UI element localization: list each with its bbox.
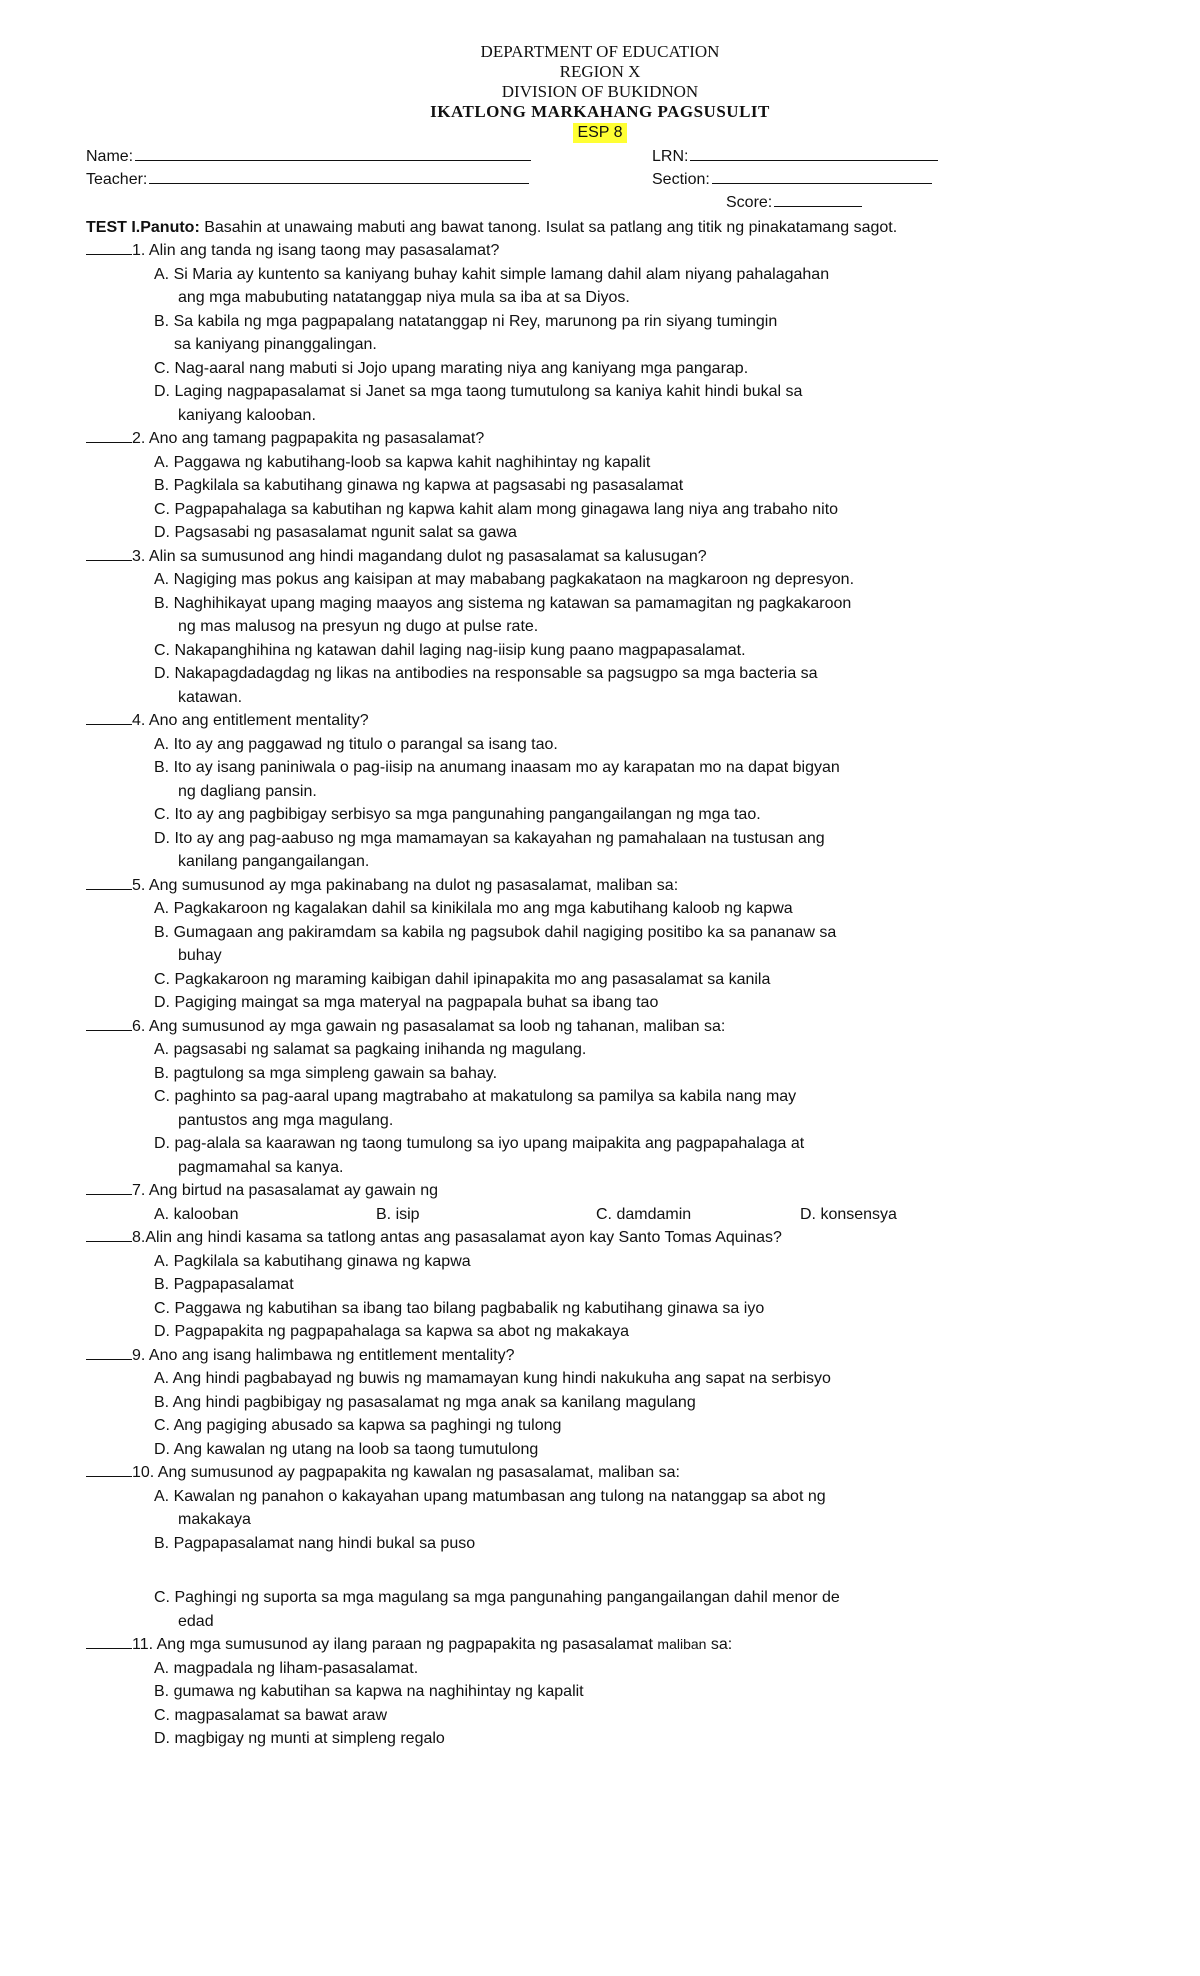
score-row (726, 190, 862, 214)
option-text: D. Pagpapakita ng pagpapahalaga sa kapwa sa abot ng makakaya (154, 1323, 630, 1340)
answer-blank-11[interactable] (86, 1633, 132, 1649)
answer-blank-1[interactable] (86, 239, 132, 255)
exam-title: IKATLONG MARKAHANG PAGSUSULIT (430, 102, 770, 121)
option-3a (86, 568, 1126, 592)
question-text: 6. Ang sumusunod ay mga gawain ng pasasalamat sa loob ng tahanan, maliban sa: (132, 1017, 726, 1035)
option-1d (86, 380, 1126, 427)
option-1c (86, 357, 1126, 381)
option-text: A. Paggawa ng kabutihang-loob sa kapwa kahit naghihintay ng kapalit (154, 453, 651, 471)
option-4c (86, 803, 1126, 827)
instructions-text: Basahin at unawaing mabuti ang bawat tanong. Isulat sa patlang ang titik ng pinakatamang sagot. (199, 219, 898, 236)
question-11 (86, 1633, 1126, 1657)
option-text: C. paghinto sa pag-aaral upang magtrabaho at makatulong sa pamilya sa kabila nang may (154, 1088, 797, 1105)
option-text: B. Ang hindi pagbibigay ng pasasalamat ng mga anak sa kanilang magulang (154, 1393, 696, 1411)
option-7a: A. kalooban (154, 1205, 239, 1223)
option-2c (86, 498, 1126, 522)
region-name: REGION X (559, 62, 641, 81)
answer-blank-3[interactable] (86, 545, 132, 561)
option-text-cont: makakaya (178, 1511, 251, 1528)
option-3d (86, 662, 1126, 709)
option-11c (86, 1704, 1126, 1728)
option-text: A. Ito ay ang paggawad ng titulo o parangal sa isang tao. (154, 735, 558, 753)
question-3 (86, 545, 1126, 569)
option-text-cont: ang mga mabubuting natatanggap niya mula sa iba at sa Diyos. (178, 289, 630, 306)
option-11d (86, 1727, 1126, 1751)
option-11b (86, 1680, 1126, 1704)
option-4b (86, 756, 1126, 803)
option-text: A. pagsasabi ng salamat sa pagkaing inihanda ng magulang. (154, 1041, 587, 1058)
section-field-line[interactable] (712, 167, 932, 184)
option-2a (86, 451, 1126, 475)
option-11a (86, 1657, 1126, 1681)
option-text: C. Nakapanghihina ng katawan dahil laging nag-iisip kung paano magpapasalamat. (154, 641, 746, 659)
option-10b (86, 1532, 1126, 1556)
answer-blank-6[interactable] (86, 1015, 132, 1031)
lrn-label: LRN: (652, 148, 689, 165)
option-text: D. magbigay ng munti at simpleng regalo (154, 1730, 445, 1747)
option-text-cont: pantustos ang mga magulang. (178, 1111, 394, 1129)
option-text-cont: pagmamahal sa kanya. (178, 1158, 344, 1176)
teacher-section-row (86, 167, 1126, 190)
option-text: D. pag-alala sa kaarawan ng taong tumulong sa iyo upang maipakita ang pagpapahalaga at (154, 1135, 805, 1152)
subject-label: ESP 8 (573, 123, 626, 143)
blank-gap (86, 1555, 1126, 1586)
option-text: B. Sa kabila ng mga pagpapalang natatanggap ni Rey, marunong pa rin siyang tumingin (154, 312, 778, 330)
option-9a (86, 1367, 1126, 1391)
option-text: B. pagtulong sa mga simpleng gawain sa bahay. (154, 1064, 498, 1082)
option-5d (86, 991, 1126, 1015)
option-text-cont: katawan. (178, 688, 243, 706)
option-text: C. Paggawa ng kabutihan sa ibang tao bilang pagbabalik ng kabutihang ginawa sa iyo (154, 1299, 765, 1317)
question-text: 2. Ano ang tamang pagpapakita ng pasasalamat? (132, 430, 485, 447)
option-text: B. Ito ay isang paniniwala o pag-iisip na anumang inaasam mo ay karapatan mo na dapat bigyan (154, 759, 840, 776)
answer-blank-10[interactable] (86, 1461, 132, 1477)
option-text-cont: sa kaniyang pinanggalingan. (174, 336, 377, 353)
option-text: D. Ito ay ang pag-aabuso ng mga mamamayan sa kakayahan ng pamahalaan na tustusan ang (154, 829, 825, 847)
option-9b (86, 1391, 1126, 1415)
department-name: DEPARTMENT OF EDUCATION (480, 42, 720, 61)
option-text: D. Pagsasabi ng pasasalamat ngunit salat sa gawa (154, 524, 517, 541)
option-5c (86, 968, 1126, 992)
option-text: C. Pagpapahalaga sa kabutihan ng kapwa kahit alam mong ginagawa lang niya ang trabaho nito (154, 500, 839, 518)
option-2b (86, 474, 1126, 498)
question-2 (86, 427, 1126, 451)
option-2d (86, 521, 1126, 545)
option-7c: C. damdamin (596, 1205, 692, 1223)
option-text: D. Laging nagpapasalamat si Janet sa mga taong tumutulong sa kaniya kahit hindi bukal sa (154, 383, 803, 400)
instructions (86, 216, 897, 239)
question-text: 8.Alin ang hindi kasama sa tatlong antas ang pasasalamat ayon kay Santo Tomas Aquinas? (132, 1229, 782, 1246)
question-7 (86, 1179, 1126, 1203)
option-text: A. Si Maria ay kuntento sa kaniyang buhay kahit simple lamang dahil alam niyang pahalagahan (154, 265, 830, 283)
option-4a (86, 733, 1126, 757)
question-4 (86, 709, 1126, 733)
document-header (0, 42, 1200, 143)
option-text: A. Ang hindi pagbabayad ng buwis ng mamamayan kung hindi nakukuha ang sapat na serbisyo (154, 1370, 831, 1387)
option-3b (86, 592, 1126, 639)
score-label: Score: (726, 194, 773, 211)
option-6b (86, 1062, 1126, 1086)
option-text: C. Pagkakaroon ng maraming kaibigan dahil ipinapakita mo ang pasasalamat sa kanila (154, 970, 771, 988)
question-text: 4. Ano ang entitlement mentality? (132, 712, 369, 729)
answer-blank-5[interactable] (86, 874, 132, 890)
option-text-cont: kanilang pangangailangan. (178, 853, 370, 870)
name-field-line[interactable] (135, 144, 531, 161)
question-text: 10. Ang sumusunod ay pagpapakita ng kawalan ng pasasalamat, maliban sa: (132, 1464, 680, 1481)
question-6 (86, 1015, 1126, 1039)
option-text: A. magpadala ng liham-pasasalamat. (154, 1659, 419, 1677)
option-8d (86, 1320, 1126, 1344)
instructions-label: TEST I.Panuto: (86, 219, 200, 236)
option-3c (86, 639, 1126, 663)
option-4d (86, 827, 1126, 874)
teacher-label: Teacher: (86, 171, 148, 188)
lrn-field-line[interactable] (690, 144, 938, 161)
question-text-small: maliban (657, 1636, 707, 1652)
option-text: A. Kawalan ng panahon o kakayahan upang matumbasan ang tulong na natanggap sa abot ng (154, 1487, 826, 1505)
option-text: A. Pagkakaroon ng kagalakan dahil sa kinikilala mo ang mga kabutihang kaloob ng kapwa (154, 900, 793, 917)
option-text-cont: kaniyang kalooban. (178, 406, 316, 424)
option-text-cont: buhay (178, 947, 222, 964)
option-text: C. Nag-aaral nang mabuti si Jojo upang marating niya ang kaniyang mga pangarap. (154, 359, 749, 377)
option-text: A. Nagiging mas pokus ang kaisipan at may mababang pagkakataon na magkaroon ng depresyon. (154, 571, 855, 588)
question-text: 7. Ang birtud na pasasalamat ay gawain ng (132, 1182, 438, 1199)
option-7d: D. konsensya (800, 1205, 897, 1223)
option-8c (86, 1297, 1126, 1321)
option-5b (86, 921, 1126, 968)
option-text: C. Ang pagiging abusado sa kapwa sa paghingi ng tulong (154, 1417, 562, 1434)
option-5a (86, 897, 1126, 921)
answer-blank-4[interactable] (86, 709, 132, 725)
option-text: C. Paghingi ng suporta sa mga magulang sa mga pangunahing pangangailangan dahil menor de (154, 1589, 840, 1606)
answer-blank-8[interactable] (86, 1226, 132, 1242)
answer-blank-2[interactable] (86, 427, 132, 443)
option-6a (86, 1038, 1126, 1062)
option-text-cont: edad (178, 1612, 214, 1630)
option-text: A. Pagkilala sa kabutihang ginawa ng kapwa (154, 1252, 471, 1270)
option-6c (86, 1085, 1126, 1132)
question-8 (86, 1226, 1126, 1250)
division-name: DIVISION OF BUKIDNON (501, 82, 699, 101)
option-9c (86, 1414, 1126, 1438)
name-label: Name: (86, 148, 134, 165)
option-text: B. Pagpapasalamat nang hindi bukal sa puso (154, 1534, 476, 1552)
option-8a (86, 1250, 1126, 1274)
question-10 (86, 1461, 1126, 1485)
option-text: B. Gumagaan ang pakiramdam sa kabila ng pagsubok dahil nagiging positibo ka sa pananaw sa (154, 923, 837, 941)
option-text: B. Pagkilala sa kabutihang ginawa ng kapwa at pagsasabi ng pasasalamat (154, 477, 684, 494)
option-text: D. Ang kawalan ng utang na loob sa taong tumutulong (154, 1440, 539, 1458)
question-9 (86, 1344, 1126, 1368)
question-list (86, 239, 1126, 1751)
option-text: C. magpasalamat sa bawat araw (154, 1706, 387, 1724)
answer-blank-9[interactable] (86, 1344, 132, 1360)
teacher-field-line[interactable] (149, 167, 529, 184)
score-field-line[interactable] (774, 190, 862, 207)
option-text-cont: ng dagliang pansin. (178, 782, 317, 800)
options-7 (86, 1203, 1126, 1227)
question-text: 9. Ano ang isang halimbawa ng entitlement mentality? (132, 1346, 515, 1364)
option-text: D. Pagiging maingat sa mga materyal na pagpapala buhat sa ibang tao (154, 994, 659, 1011)
question-text-end: sa: (706, 1636, 733, 1653)
option-text: B. Naghihikayat upang maging maayos ang sistema ng katawan sa pamamagitan ng pagkakaroon (154, 594, 852, 612)
option-text: C. Ito ay ang pagbibigay serbisyo sa mga pangunahing pangangailangan ng mga tao. (154, 806, 761, 823)
option-7b: B. isip (376, 1205, 420, 1223)
option-8b (86, 1273, 1126, 1297)
question-text: 11. Ang mga sumusunod ay ilang paraan ng pagpapakita ng pasasalamat (132, 1636, 658, 1653)
option-text: D. Nakapagdadagdag ng likas na antibodies na responsable sa pagsugpo sa mga bacteria sa (154, 665, 818, 682)
option-9d (86, 1438, 1126, 1462)
name-lrn-row (86, 144, 1126, 167)
answer-blank-7[interactable] (86, 1179, 132, 1195)
option-10a (86, 1485, 1126, 1532)
question-text: 3. Alin sa sumusunod ang hindi magandang dulot ng pasasalamat sa kalusugan? (132, 547, 707, 565)
option-text-cont: ng mas malusog na presyun ng dugo at pulse rate. (178, 618, 539, 635)
section-label: Section: (652, 171, 710, 188)
option-1a (86, 263, 1126, 310)
option-text: B. gumawa ng kabutihan sa kapwa na naghihintay ng kapalit (154, 1683, 584, 1700)
question-text: 1. Alin ang tanda ng isang taong may pasasalamat? (132, 242, 500, 259)
option-6d (86, 1132, 1126, 1179)
question-5 (86, 874, 1126, 898)
option-text: B. Pagpapasalamat (154, 1276, 294, 1293)
question-1 (86, 239, 1126, 263)
question-text: 5. Ang sumusunod ay mga pakinabang na dulot ng pasasalamat, maliban sa: (132, 876, 679, 894)
option-1b (86, 310, 1126, 357)
option-10d (86, 1586, 1126, 1633)
